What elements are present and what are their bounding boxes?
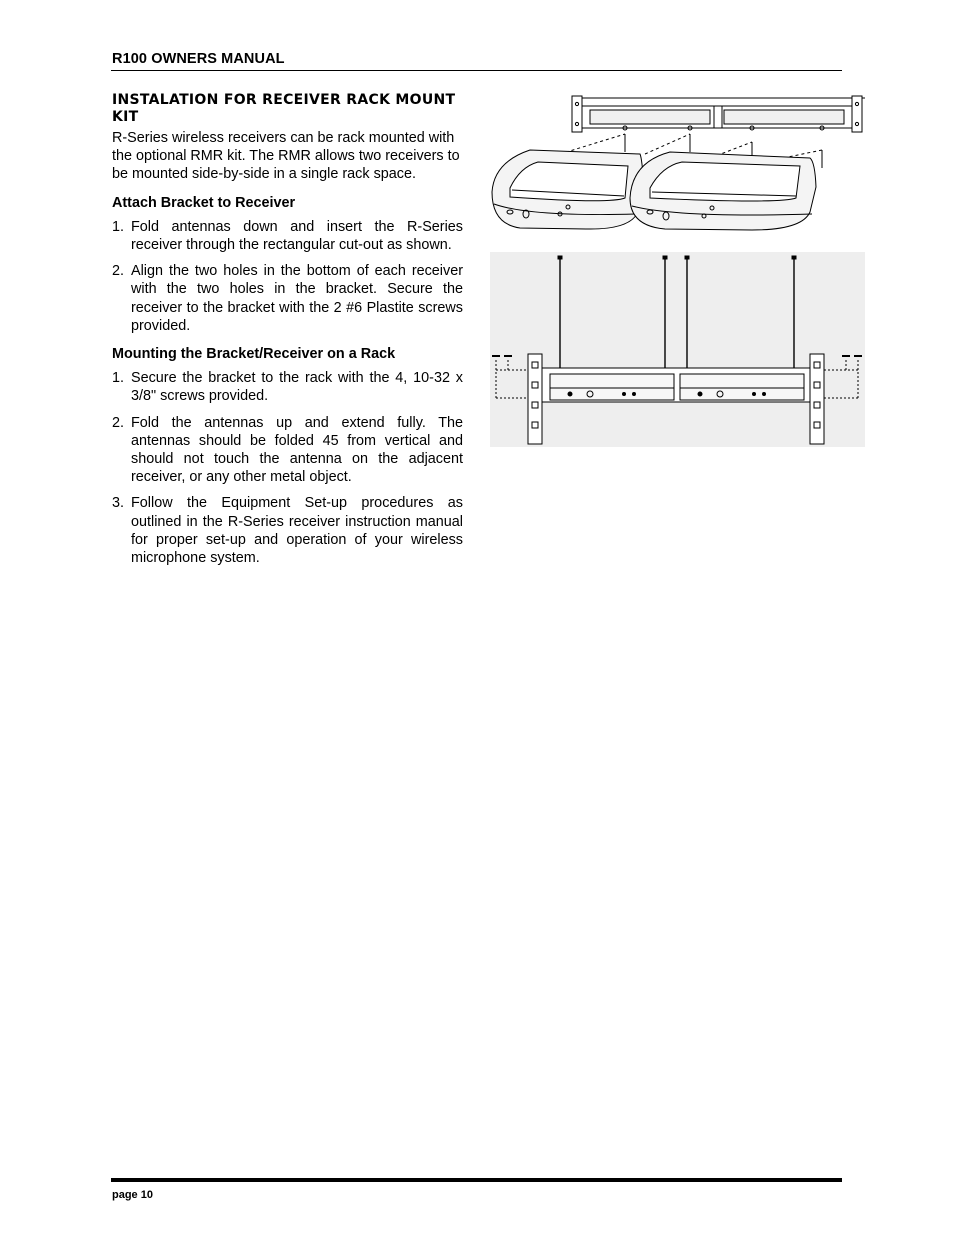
- step-text: Align the two holes in the bottom of each receiver with the two holes in the bracket. Secure the receiver to the bracket with the 2 #6 Plastite screws provided.: [131, 263, 463, 334]
- step-number: 3.: [112, 495, 125, 512]
- section-title: INSTALATION FOR RECEIVER RACK MOUNT KIT: [112, 92, 456, 125]
- receiver-left-illustration: [492, 150, 644, 229]
- step-text: Secure the bracket to the rack with the 4, 10-32 x 3/8" screws provided.: [131, 370, 463, 405]
- mounting-heading: Mounting the Bracket/Receiver on a Rack: [112, 346, 396, 363]
- list-item: [112, 262, 463, 335]
- intro-paragraph: R-Series wireless receivers can be rack mounted with the optional RMR kit. The RMR allows two receivers to be mounted side-by-side in a single rack space.: [112, 130, 460, 183]
- step-text: Follow the Equipment Set-up procedures as outlined in the R-Series receiver instruction manual for proper set-up and operation of your wireless microphone system.: [131, 495, 463, 567]
- receiver-right-illustration: [630, 152, 816, 230]
- step-text: Fold antennas down and insert the R-Series receiver through the rectangular cut-out as shown.: [131, 218, 463, 254]
- step-number: 2.: [112, 414, 125, 431]
- list-item: [112, 494, 463, 567]
- rack-front-illustration: [490, 252, 865, 447]
- page-header-title: R100 OWNERS MANUAL: [112, 51, 285, 67]
- attach-steps: [112, 218, 463, 335]
- step-text: Fold the antennas up and extend fully. The antennas should be folded 45 from vertical and should not touch the antenna on the adjacent receiver, or any other metal object.: [131, 414, 463, 486]
- header-rule: [111, 70, 842, 71]
- step-number: 1.: [112, 218, 125, 235]
- rack-mount-illustration: [490, 92, 865, 452]
- list-item: [112, 369, 463, 405]
- page-number: page 10: [112, 1189, 153, 1201]
- list-item: [112, 414, 463, 487]
- step-number: 1.: [112, 370, 125, 387]
- footer-rule: [111, 1178, 842, 1182]
- mounting-steps: [112, 369, 463, 567]
- list-item: [112, 218, 463, 254]
- text-column: [112, 92, 463, 575]
- attach-heading: Attach Bracket to Receiver: [112, 194, 296, 211]
- step-number: 2.: [112, 263, 125, 280]
